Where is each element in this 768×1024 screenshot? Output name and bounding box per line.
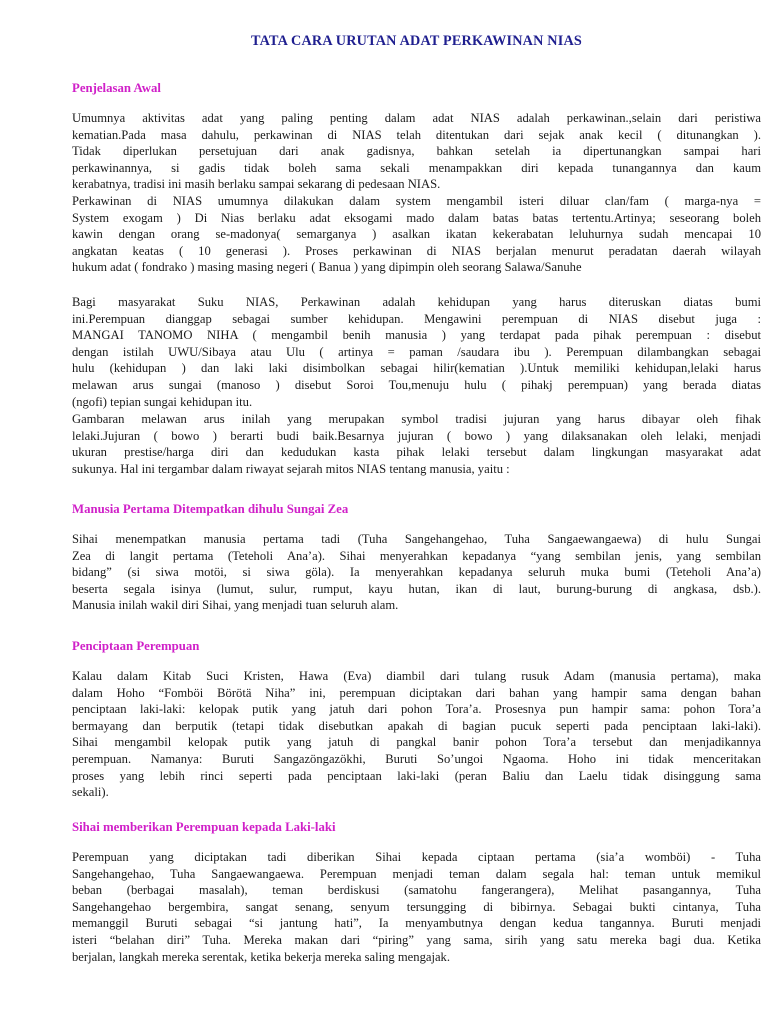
paragraph-line: Zea di langit pertama (Teteholi Ana’a). Sihai menyerahkan kepadanya “yang sembilan jenis, yang sembilan	[72, 548, 761, 563]
paragraph-line: lelaki.Jujuran ( bowo ) berarti budi baik.Besarnya jujuran ( bowo ) yang dilaksanakan oleh lelaki, menjadi	[72, 428, 761, 443]
section	[72, 638, 761, 800]
section-heading: Penciptaan Perempuan	[72, 639, 200, 653]
paragraph-line: Manusia inilah wakil diri Sihai, yang menjadi tuan seluruh alam.	[72, 598, 399, 613]
paragraph-line: Bagi masyarakat Suku NIAS, Perkawinan adalah kehidupan yang harus diteruskan diatas bumi	[72, 295, 761, 309]
paragraph	[72, 193, 761, 276]
section-heading: Penjelasan Awal	[72, 81, 161, 95]
paragraph-line: ukuran prestise/harga diri dan kedudukan kasta pihak lelaki tersebut dalam lingkungan masyarakat adat	[72, 445, 761, 460]
paragraph-line: perkawinannya, si gadis tidak boleh sama sekali menampakkan diri kepada tunangannya dan kaum	[72, 160, 761, 175]
paragraph-line: beserta segala isinya (lumut, sulur, rumput, kayu hutan, ikan di laut, burung-burung di angkasa, dsb.).	[72, 581, 761, 596]
paragraph-line: memanggil Buruti sebagai “si jantung hati”, Ia menyambutnya dengan kedua tangannya. Buruti menjadi	[72, 916, 761, 931]
paragraph-line: Sangehangehao bergembira, sangat senang, senyum tersungging di bibirnya. Sebagai bukti cintanya, Tuha	[72, 899, 761, 914]
paragraph	[72, 411, 761, 477]
paragraph	[72, 668, 761, 801]
paragraph-line: hulu (kehidupan ) dan laki laki disimbolkan sebagai hilir(kematian ).Untuk memiliki kehidupan,lelaki harus	[72, 361, 761, 376]
paragraph-line: sukunya. Hal ini tergambar dalam riwayat sejarah mitos NIAS tentang manusia, yaitu :	[72, 461, 510, 476]
section	[72, 501, 761, 613]
paragraph-line: bidang” (si siwa motöi, si siwa göla). Ia menyerahkan kepadanya seluruh muka bumi (Teteholi Ana’a)	[72, 565, 761, 580]
section	[72, 80, 761, 476]
paragraph-line: Gambaran melawan arus inilah yang merupakan symbol tradisi jujuran yang harus dibayar oleh fihak	[72, 412, 761, 426]
paragraph-line: penciptaan laki-laki: kelopak putik yang jatuh dari pohon Tora’a. Prosesnya pun hampir sama: pohon Tora’a	[72, 702, 761, 717]
paragraph-line: proses yang lebih rinci seperti pada penciptaan laki-laki (peran Baliu dan Laelu tidak disinggung sama	[72, 768, 761, 783]
paragraph-line: Kalau dalam Kitab Suci Kristen, Hawa (Eva) diambil dari tulang rusuk Adam (manusia pertama), maka	[72, 669, 761, 683]
paragraph-line: MANGAI TANOMO NIHA ( mengambil benih manusia ) yang terdapat pada pihak perempuan : disebut	[72, 328, 761, 343]
paragraph-line: perempuan. Namanya: Buruti Sangazöngazökhi, Buruti So’ungoi Ngaoma. Hoho ini tidak menceritakan	[72, 751, 761, 766]
paragraph-line: (ngofi) tepian sungai kehidupan itu.	[72, 394, 253, 409]
paragraph-line: System exogam ) Di Nias berlaku adat eksogami mado dalam batas batas tertentu.Artinya; seseorang boleh	[72, 210, 761, 225]
section-heading: Sihai memberikan Perempuan kepada Laki-laki	[72, 820, 336, 834]
paragraph-line: dalam Hoho “Fomböi Börötä Niha” ini, perempuan diciptakan dari bahan yang hampir sama dengan bahan	[72, 685, 761, 700]
paragraph-line: dengan istilah UWU/Sibaya atau Ulu ( artinya = paman /saudara ibu ). Perempuan dilambangkan sebagai	[72, 344, 761, 359]
document-page	[72, 28, 761, 964]
paragraph-line: Perempuan yang diciptakan tadi diberikan Sihai kepada ciptaan pertama (sia’a womböi) - Tuha	[72, 850, 761, 864]
paragraph-line: kematian.Pada masa dahulu, perkawinan di NIAS telah ditentukan dari sejak anak kecil ( ditunangkan ).	[72, 127, 761, 142]
paragraph-line: isteri “belahan diri” Tuha. Mereka makan dari “piring” yang sama, sirih yang satu mereka bagi dua. Ketika	[72, 932, 761, 947]
paragraph-line: Tidak diperlukan persetujuan dari anak gadisnya, bahkan setelah ia dipertunangkan sampai hari	[72, 144, 761, 159]
paragraph	[72, 110, 761, 193]
paragraph-line: Umumnya aktivitas adat yang paling penting dalam adat NIAS adalah perkawinan.,selain dari peristiwa	[72, 111, 761, 125]
paragraph-line: berjalan, langkah mereka serentak, ketika bekerja mereka saling mengajak.	[72, 949, 450, 964]
paragraph-line: beban (berbagai masalah), teman berdiskusi (samatohu fangerangera), Melihat pasangannya, Tuha	[72, 883, 761, 898]
paragraph	[72, 294, 761, 410]
paragraph	[72, 849, 761, 965]
paragraph-line: kerabatnya, tradisi ini masih berlaku sampai sekarang di pedesaan NIAS.	[72, 177, 441, 192]
paragraph-line: hukum adat ( fondrako ) masing masing negeri ( Banua ) yang dipimpin oleh seorang Salawa/Sanuhe	[72, 260, 582, 275]
paragraph-line: ini.Perempuan dianggap sebagai sumber kehidupan. Mengawini perempuan di NIAS disebut juga :	[72, 311, 761, 326]
document-title: TATA CARA URUTAN ADAT PERKAWINAN NIAS	[251, 33, 582, 49]
paragraph-line: Sihai menempatkan manusia pertama tadi (Tuha Sangehangehao, Tuha Sangaewangaewa) di hulu Sungai	[72, 532, 761, 546]
paragraph-line: angkatan keatas ( 10 generasi ). Proses perkawinan di NIAS berjalan menurut peradatan daerah wilayah	[72, 243, 761, 258]
paragraph-line: melawan arus sungai (manoso ) disebut Soroi Tou,menuju hulu ( pihakj perempuan) yang berada diatas	[72, 377, 761, 392]
paragraph-line: bermayang dan berputik (tetapi tidak disebutkan apakah di bagian pucuk seperti pada penciptaan laki-laki).	[72, 718, 761, 733]
paragraph-line: sekali).	[72, 785, 109, 800]
paragraph-line: Sangehangehao, Tuha Sangaewangaewa. Perempuan menjadi teman dalam segala hal: teman untuk memikul	[72, 866, 761, 881]
paragraph-line: kawin dengan orang se-madonya( semarganya ) asalkan ikatan kekerabatan leluhurnya sudah mencapai 10	[72, 227, 761, 242]
paragraph-line: Sihai mengambil kelopak putik yang jatuh di pangkal banir pohon Tora’a tersebut dan menjadikannya	[72, 735, 761, 750]
section	[72, 819, 761, 964]
section-heading: Manusia Pertama Ditempatkan dihulu Sungai Zea	[72, 502, 349, 516]
paragraph	[72, 531, 761, 614]
paragraph-line: Perkawinan di NIAS umumnya dilakukan dalam system mengambil isteri diluar clan/fam ( marga-nya =	[72, 194, 761, 208]
